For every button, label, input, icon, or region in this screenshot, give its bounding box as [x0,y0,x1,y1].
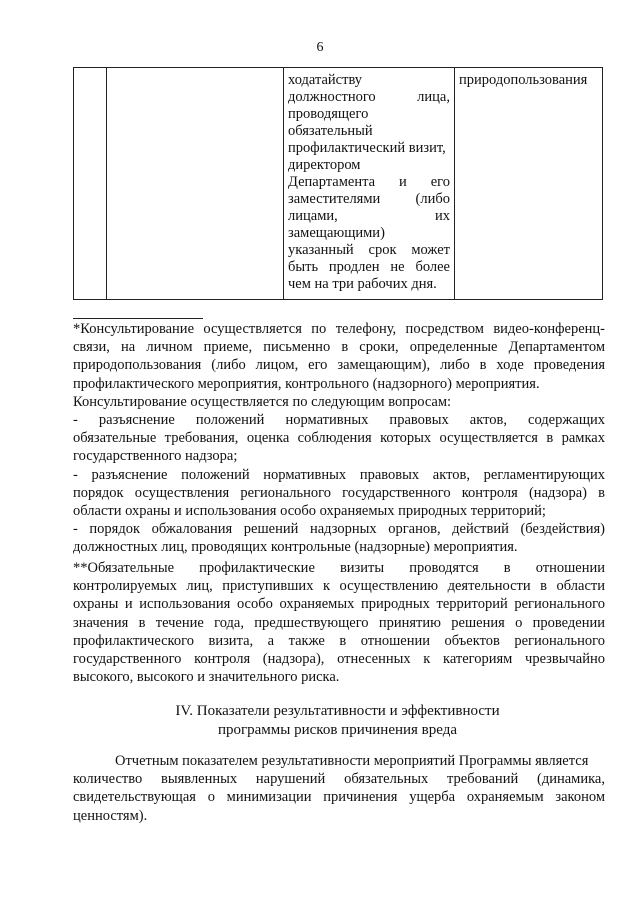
footnote-line: связи, на личном приеме, письменно в сроки, определенные Департаментом [73,339,605,356]
table-cell-measure [107,68,284,300]
section-heading [73,702,602,740]
footnote-line: профилактического мероприятия, контрольного (надзорного) мероприятия. [73,375,540,392]
footnote-line: охраны и использования особо охраняемых природных территорий регионального [73,596,605,613]
footnote-line: государственного надзора; [73,448,238,465]
footnote-separator [73,318,203,319]
page-number: 6 [316,40,324,55]
section-heading-line: программы рисков причинения вреда [217,722,458,738]
footnote-line: порядок осуществления регионального государственного контроля (надзора) в [73,484,605,501]
footnote-line: области охраны и использования особо охраняемых природных территорий; [73,503,546,520]
cell-text-line: быть продлен не более [288,259,450,275]
footnote-line: *Консультирование осуществляется по телефону, посредством видео-конференц- [73,321,605,337]
footnote-line: высокого, высокого и значительного риска. [73,669,340,686]
cell-text-line: профилактический визит, [288,140,446,156]
paragraph-line: свидетельствующая о минимизации причинения ущерба охраняемым законом [73,789,605,806]
cell-text-line: чем на три рабочих дня. [288,276,437,292]
cell-text-line: Департамента и его [288,174,450,190]
footnote-line: значения в течение года, предшествующего принятию решения о проведении [73,614,605,631]
cell-text-line: ходатайству [288,72,363,88]
cell-text-line: указанный срок может [288,242,450,258]
table-cell-deadline [284,68,455,300]
results-paragraph [73,752,605,825]
footnote-visits [73,559,605,686]
table-row [74,68,603,300]
table-cell-responsible [455,68,603,300]
footnote-line: профилактического визита, а также в отношении объектов регионального [73,632,605,649]
footnote-line: - разъяснение положений нормативных правовых актов, содержащих [73,412,605,429]
paragraph-line: количество выявленных нарушений обязательных требований (динамика, [73,771,605,788]
cell-text-line: замещающими) [288,225,385,241]
cell-text-line: заместителями (либо [288,191,450,207]
cell-text-line: обязательный [288,123,373,139]
section-heading-line: IV. Показатели результативности и эффективности [175,703,500,719]
table-cell-number [74,68,107,300]
cell-text-line: проводящего [288,106,369,122]
footnote-line: - порядок обжалования решений надзорных органов, действий (бездействия) [73,521,605,538]
cell-text-line: лицами, их [288,208,450,224]
footnote-consultation [73,320,605,557]
footnote-line: - разъяснение положений нормативных правовых актов, регламентирующих [73,466,605,483]
cell-text-line: должностного лица, [288,89,450,105]
paragraph-line: Отчетным показателем результативности мероприятий Программы является [115,753,589,769]
footnote-line: природопользования (либо лицом, его замещающим), либо в ходе проведения [73,357,605,374]
cell-text-line: природопользования [459,72,588,88]
footnote-line: Консультирование осуществляется по следующим вопросам: [73,393,452,410]
continuation-table [73,67,603,300]
footnote-line: контролируемых лиц, приступивших к осуществлению деятельности в области [73,578,605,595]
footnote-line: должностных лиц, проводящих контрольные (надзорные) мероприятия. [73,539,518,556]
cell-text-line: директором [288,157,361,173]
footnote-line: обязательные требования, оценка соблюдения которых осуществляется в рамках [73,430,605,447]
footnote-line: **Обязательные профилактические визиты проводятся в отношении [73,560,605,576]
paragraph-line: ценностям). [73,807,148,824]
footnote-line: государственного контроля (надзора), отнесенных к категориям чрезвычайно [73,651,605,668]
